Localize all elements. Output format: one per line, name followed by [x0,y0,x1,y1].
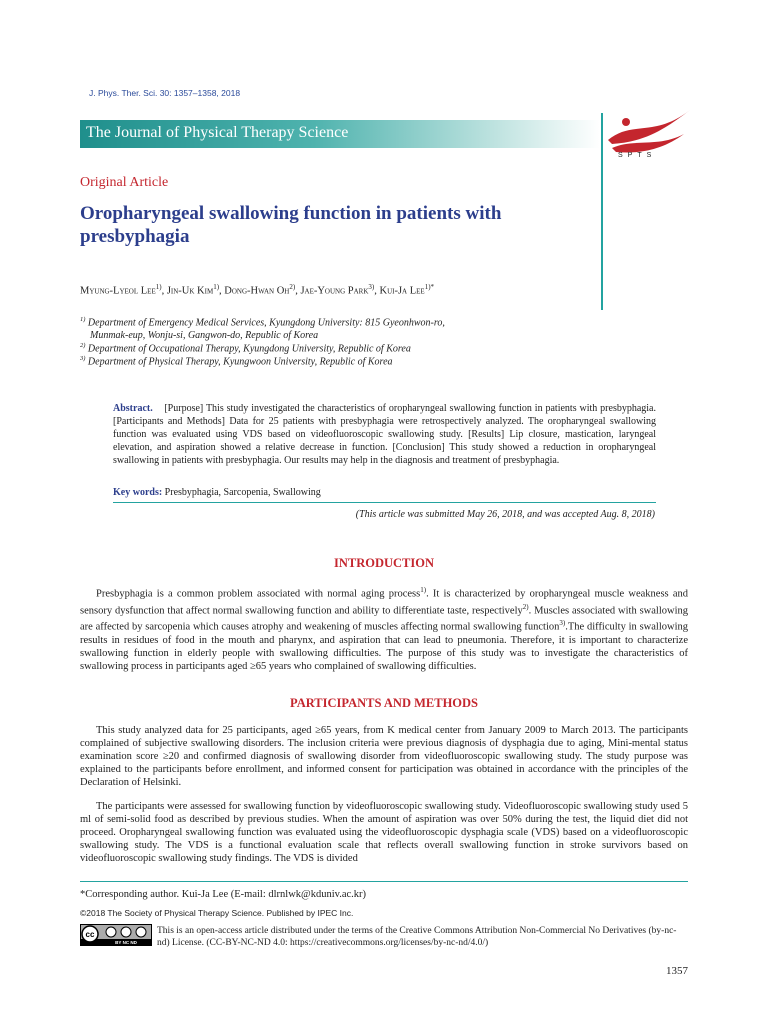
methods-paragraph-1: This study analyzed data for 25 participants, aged ≥65 years, from K medical center from January 2009 to March 2013. The participants complained of subjective swallowing disorders. The inclusion criteria were previous diagnosis of dysphagia due to aging, Mini-mental status examination score ≥20 and confirmed diagnosis of swallowing disorder from videofluoroscopic swallowing study. The study purpose was explained to the participants before enrollment, and informed consent for participation was obtained in accordance with the principles of the Declaration of Helsinki. [80,725,688,788]
header-divider [601,113,603,310]
spts-logo-icon [604,108,694,168]
author: Kui-Ja Lee [379,285,425,297]
author: Jae-Young Park [300,285,369,297]
keywords [113,487,321,498]
journal-citation: J. Phys. Ther. Sci. 30: 1357–1358, 2018 [89,88,241,98]
journal-title: The Journal of Physical Therapy Science [86,124,349,141]
article-type: Original Article [80,175,169,190]
author: Jin-Uk Kim [166,285,214,297]
abstract [113,402,656,467]
submission-dates: (This article was submitted May 26, 2018, and was accepted Aug. 8, 2018) [355,509,655,520]
intro-paragraph: Presbyphagia is a common problem associated with normal aging process$^{1)}$. It is characterized by oropharyngeal muscle weakness and sensory dysfunction that affect normal swallowing function and ability to differentiate taste, respectively$^{2)}$. Muscles associated with swallowing are affected by sarcopenia which causes atrophy and weakening of muscles affecting normal swallowing function$^{3)}$.The difficulty in swallowing results in residues of food in the mouth and pharynx, and aspiration that can lead to pneumonia. Therefore, it is important to characterize swallowing function in elderly people with swallowing difficulties. The purpose of this study was to investigate the characteristics of swallowing process in participants aged ≥65 years who complained of swallowing difficulties. [80,586,688,672]
affiliation-2: $^{2)}$ Department of Occupational Therapy, Kyungdong University, Republic of Korea [80,342,411,355]
affiliation-1: $^{1)}$ Department of Emergency Medical Services, Kyungdong University: 815 Gyeonhwon-ro, Munmak-eup, Wonju-si, Gangwon-do, Republic of Korea [80,316,445,342]
svg-text:cc: cc [85,930,95,939]
keywords-label: Key words: [113,487,163,498]
article-title: Oropharyngeal swallowing function in patients with presbyphagia [80,203,502,247]
svg-text:BY NC ND: BY NC ND [115,940,137,945]
methods-paragraph-2: The participants were assessed for swallowing function by videofluoroscopic swallowing study. Videofluoroscopic swallowing study used 5 ml of semi-solid food as described by previous studies. When the amount of aspiration was over 50% during the test, the liquid diet did not proceed. Oropharyngeal swallowing function was evaluated using the videofluoroscopic dysphagia scale (VDS) based on a videofluoroscopic swallowing study. The VDS is a functional evaluation scale that reflects overall swallowing function in stroke survivors based on videofluoroscopic swallowing study findings. The VDS is divided [80,801,688,864]
affiliation-3: $^{3)}$ Department of Physical Therapy, Kyungwoon University, Republic of Korea [80,355,393,368]
creative-commons-badge-icon [80,924,152,946]
copyright: ©2018 The Society of Physical Therapy Science. Published by IPEC Inc. [80,908,354,918]
abstract-label: Abstract. [113,403,153,414]
footer-divider [80,881,688,882]
corresponding-author: *Corresponding author. Kui-Ja Lee (E-mail: dlrnlwk@kduniv.ac.kr) [80,889,367,900]
license-text: This is an open-access article distributed under the terms of the Creative Commons Attribution Non-Commercial No Derivatives (by-nc-nd) License. (CC-BY-NC-ND 4.0: https://creativecommons.org/licenses/by-nc-nd/4.0/) [157,926,677,948]
spts-logo-text: SPTS [618,152,657,159]
section-heading-methods: PARTICIPANTS AND METHODS [289,696,478,710]
abstract-text: [Purpose] This study investigated the characteristics of oropharyngeal swallowing function in patients with presbyphagia. [Participants and Methods] Data for 25 patients with presbyphagia were retrospectively analyzed. The oropharyngeal swallowing function was evaluated using VDS based on videofluoroscopic swallowing study. [Results] Lip closure, mastication, laryngeal elevation, and aspiration showed a relative decrease in function. [Conclusion] This study showed a reduction in oropharyngeal swallowing in patients with presbyphagia. Our results may help in the diagnosis and treatment of presbyphagia. [113,403,656,466]
section-heading-introduction: INTRODUCTION [333,556,434,570]
author: Myung-Lyeol Lee [80,285,156,297]
keywords-divider [113,502,656,503]
keywords-list: Presbyphagia, Sarcopenia, Swallowing [164,487,321,498]
page-number: 1357 [666,965,688,977]
author: Dong-Hwan Oh [224,285,290,297]
author-list: Myung-Lyeol Lee$^{1)}$, Jin-Uk Kim$^{1)}$, Dong-Hwan Oh$^{2)}$, Jae-Young Park$^{3)}$, Kui-Ja Lee$^{1)*}$ [80,283,435,297]
